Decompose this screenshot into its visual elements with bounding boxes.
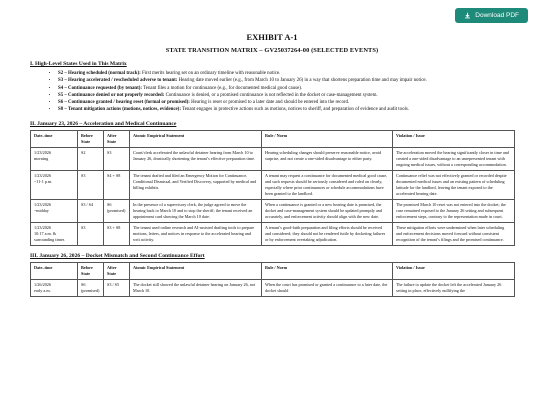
state-code: S2 – Hearing scheduled (normal track):	[58, 71, 141, 76]
exhibit-title: EXHIBIT A-1	[246, 32, 298, 42]
state-item	[58, 70, 514, 77]
state-description: Hearing is reset or promised to a later date and should be entered into the record.	[189, 100, 350, 106]
table-cell: S3 / S4	[78, 199, 104, 222]
column-header: Atomic Empirical Statement	[130, 130, 262, 147]
state-item	[58, 92, 514, 99]
table-cell: S6 (promised)	[104, 199, 130, 222]
column-header: Before State	[78, 262, 104, 279]
state-description: Tenant files a motion for continuance (e.g., for documented medical good cause).	[142, 85, 303, 91]
section-2-table	[30, 130, 515, 246]
table-cell: These mitigation efforts were undermined when later scheduling and enforcement decisions moved forward without consistent recognition of the tenant’s filings and the promised continuance.	[393, 222, 515, 245]
table-header-row	[31, 130, 515, 147]
column-header: Violation / Issue	[393, 130, 515, 147]
table-header-row	[31, 262, 515, 279]
table-cell: In the presence of a supervisory clerk, the judge agreed to move the hearing back to March 10 and to stop the sheriff; the tenant received an appointment card showing the March 10 date.	[130, 199, 262, 222]
column-header: Date–time	[31, 262, 78, 279]
table-cell: 1/23/2026 10:17 a.m. & surrounding times	[31, 222, 78, 245]
table-cell: 1/26/2026 early a.m.	[31, 279, 78, 296]
table-cell: When a continuance is granted or a new hearing date is promised, the docket and case-management system should be updated promptly and accurately, and enforcement activity should align with the new date.	[262, 199, 393, 222]
state-item	[58, 77, 514, 84]
state-code: S5 – Continuance denied or not properly recorded:	[58, 92, 165, 98]
state-code: S3 – Hearing accelerated / rescheduled adverse to tenant:	[58, 78, 178, 84]
state-item	[58, 85, 514, 92]
state-description: Continuance is denied, or a promised continuance is not reflected in the docket or case-management system.	[164, 92, 378, 98]
table-cell: Court/clerk accelerated the unlawful detainer hearing from March 10 to January 26, drastically shortening the tenant’s effective preparation time.	[130, 147, 262, 170]
table-cell: S3 / S5	[104, 279, 130, 296]
state-code: S6 – Continuance granted / hearing reset (formal or promised):	[58, 100, 190, 106]
section-3-title: III. January 26, 2026 – Docket Mismatch and Second Continuance Effort	[30, 252, 205, 259]
table-cell: Continuance relief was not effectively granted or recorded despite documented medical issues and an existing pattern of scheduling latitude for the landlord, leaving the tenant exposed to the accelerated hearing date.	[393, 170, 515, 199]
table-cell: 1/23/2026 morning	[31, 147, 78, 170]
column-header: Atomic Empirical Statement	[130, 262, 262, 279]
table-row	[31, 170, 515, 199]
column-header: Rule / Norm	[262, 262, 393, 279]
column-header: After State	[104, 130, 130, 147]
table-cell: The promised March 10 reset was not entered into the docket; the case remained exposed to the January 26 setting and subsequent enforcement steps, contrary to the representation made in court.	[393, 199, 515, 222]
state-item	[58, 106, 514, 113]
table-row	[31, 199, 515, 222]
download-pdf-label: Download PDF	[475, 12, 519, 19]
table-cell: S3	[78, 222, 104, 245]
column-header: Date–time	[31, 130, 78, 147]
toolbar	[455, 8, 528, 23]
table-cell: S2	[78, 147, 104, 170]
table-cell: The docket still showed the unlawful detainer hearing on January 26, not March 10.	[130, 279, 262, 296]
table-cell: S3	[104, 147, 130, 170]
download-icon	[464, 12, 471, 19]
download-pdf-button[interactable]	[455, 8, 528, 23]
matrix-subtitle: STATE TRANSITION MATRIX – GV25037264-00 (SELECTED EVENTS)	[165, 47, 379, 54]
column-header: Before State	[78, 130, 104, 147]
table-cell: S4 + S8	[104, 170, 130, 199]
state-description: Hearing date moved earlier (e.g., from March 10 to January 26) in a way that shortens preparation time and may impair notice.	[177, 78, 427, 84]
section-3-table	[30, 262, 515, 297]
section-2-title: II. January 23, 2026 – Acceleration and Medical Continuance	[30, 120, 177, 127]
table-row	[31, 279, 515, 296]
table-cell: When the court has promised or granted a continuance to a later date, the docket should	[262, 279, 393, 296]
table-cell: A tenant’s good-faith preparation and filing efforts should be received and considered; they should not be rendered futile by docketing failures or by enforcement overtaking adjudication.	[262, 222, 393, 245]
states-list	[30, 70, 514, 114]
table-cell: The acceleration moved the hearing significantly closer in time and created a one-sided disadvantage to an unrepresented tenant with ongoing medical issues, without a corresponding accommodation.	[393, 147, 515, 170]
document-page	[30, 30, 514, 297]
table-cell: 1/23/2026 ~11-1 p.m.	[31, 170, 78, 199]
column-header: Rule / Norm	[262, 130, 393, 147]
table-cell: Hearing scheduling changes should preserve reasonable notice, avoid surprise, and not create a one-sided disadvantage to either party.	[262, 147, 393, 170]
section-1-title: I. High-Level States Used in This Matrix	[30, 61, 127, 67]
table-cell: S3	[78, 170, 104, 199]
table-cell: The failure to update the docket left the accelerated January 26 setting in place, effectively nullifying the	[393, 279, 515, 296]
table-cell: 1/23/2026 ~midday	[31, 199, 78, 222]
table-row	[31, 222, 515, 245]
table-cell: The tenant used online research and AI-assisted drafting tools to prepare motions, letters, and notices in response to the accelerated hearing and writ activity.	[130, 222, 262, 245]
state-code: S8 – Tenant mitigation actions (motions, notices, evidence):	[58, 107, 181, 113]
table-row	[31, 147, 515, 170]
table-cell: A tenant may request a continuance for documented medical good cause, and such requests should be seriously considered and ruled on clearly, especially where prior continuances or schedule accommodations have been granted to the landlord.	[262, 170, 393, 199]
column-header: Violation / Issue	[393, 262, 515, 279]
state-description: First merits hearing set on an ordinary timeline with reasonable notice.	[140, 71, 281, 76]
state-item	[58, 99, 514, 106]
table-cell: S3 + S8	[104, 222, 130, 245]
column-header: After State	[104, 262, 130, 279]
table-cell: S6 (promised)	[78, 279, 104, 296]
state-code: S4 – Continuance requested (by tenant):	[58, 85, 143, 91]
table-cell: The tenant drafted and filed an Emergency Motion for Continuance, Conditional Dismissal, and Verified Discovery, supported by medical and billing exhibits.	[130, 170, 262, 199]
state-description: Tenant engages in protective actions such as motions, notices to sheriff, and preparation of evidence and audit tools.	[180, 107, 410, 113]
